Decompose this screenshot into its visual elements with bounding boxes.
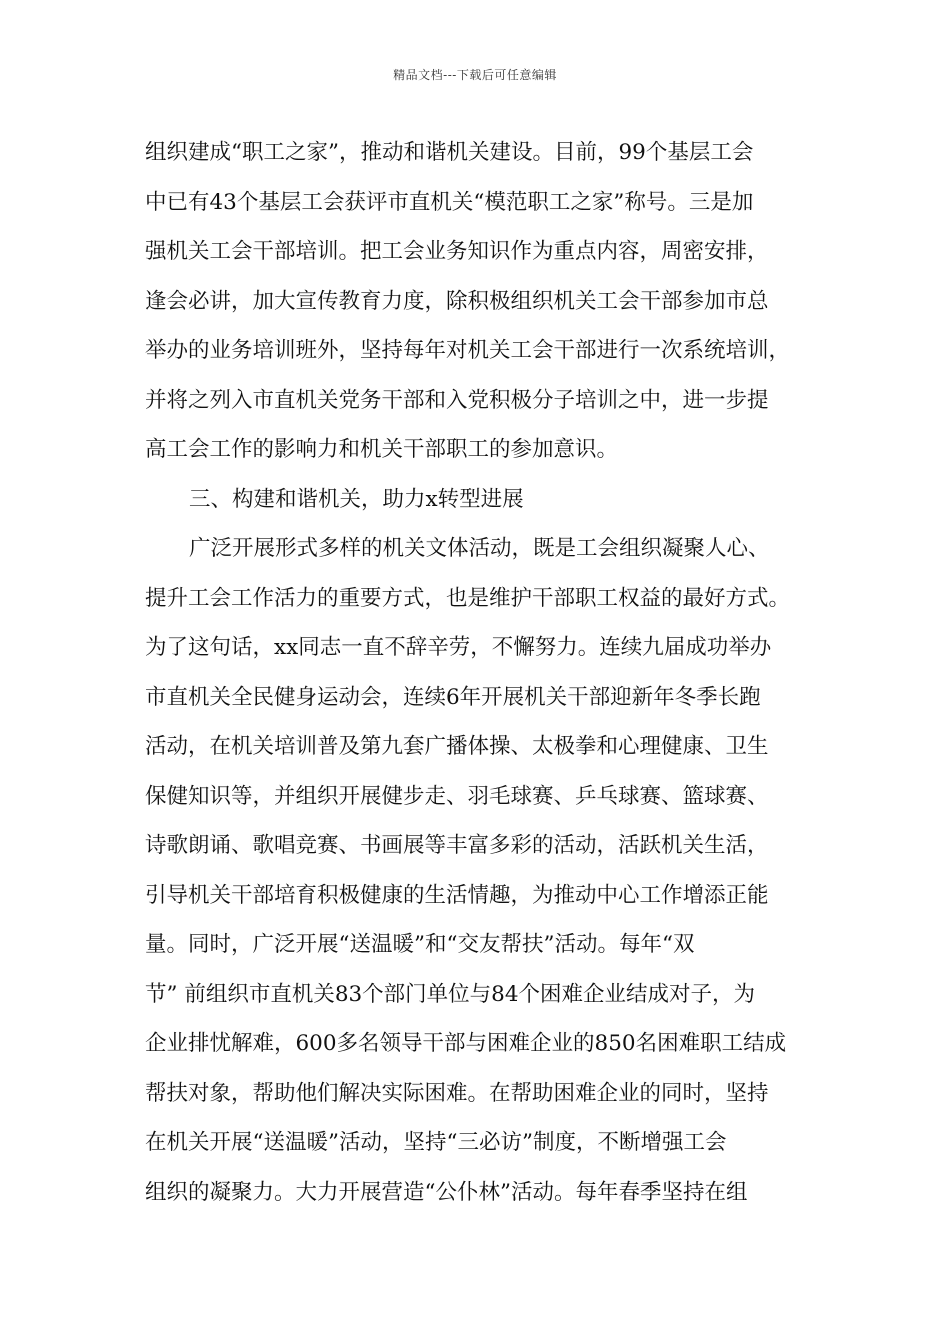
body-text (145, 128, 815, 1217)
text-line: 在机关开展“送温暖”活动，坚持“三必访”制度，不断增强工会 (145, 1130, 727, 1155)
text-line: 量。同时，广泛开展“送温暖”和“交友帮扶”活动。每年“双 (145, 932, 695, 957)
text-line: 强机关工会干部培训。把工会业务知识作为重点内容，周密安排， (145, 239, 769, 264)
text-line: 市直机关全民健身运动会，连续6年开展机关干部迎新年冬季长跑 (145, 684, 761, 710)
text-line: 组织的凝聚力。大力开展营造“公仆林”活动。每年春季坚持在组 (145, 1179, 748, 1205)
text-line: 三、构建和谐机关，助力x转型进展 (189, 486, 524, 512)
text-line: 保健知识等，并组织开展健步走、羽毛球赛、乒乓球赛、篮球赛、 (145, 783, 769, 809)
page-header: 精品文档---下载后可任意编辑 (393, 68, 557, 82)
text-line: 引导机关干部培育积极健康的生活情趣，为推动中心工作增添正能 (145, 882, 769, 908)
text-line: 逢会必讲，加大宣传教育力度，除积极组织机关工会干部参加市总 (145, 288, 769, 314)
text-line: 帮扶对象，帮助他们解决实际困难。在帮助困难企业的同时，坚持 (145, 1080, 769, 1106)
text-line: 活动，在机关培训普及第九套广播体操、太极拳和心理健康、卫生 (145, 734, 769, 759)
text-line: 为了这句话，xx同志一直不辞辛劳，不懈努力。连续九届成功举办 (145, 635, 772, 660)
text-line: 诗歌朗诵、歌唱竞赛、书画展等丰富多彩的活动，活跃机关生活， (145, 833, 769, 858)
text-line: 中已有43个基层工会获评市直机关“模范职工之家”称号。三是加 (145, 189, 754, 215)
text-line: 举办的业务培训班外，坚持每年对机关工会干部进行一次系统培训， (145, 338, 791, 363)
text-line: 广泛开展形式多样的机关文体活动，既是工会组织凝聚人心、 (189, 536, 770, 561)
text-line: 并将之列入市直机关党务干部和入党积极分子培训之中，进一步提 (145, 387, 769, 413)
text-line: 企业排忧解难，600多名领导干部与困难企业的850名困难职工结成 (145, 1031, 787, 1056)
text-line: 提升工会工作活力的重要方式，也是维护干部职工权益的最好方式。 (145, 585, 791, 611)
text-line: 节” 前组织市直机关83个部门单位与84个困难企业结成对子，为 (145, 981, 756, 1007)
text-line: 组织建成“职工之家”，推动和谐机关建设。目前，99个基层工会 (145, 140, 754, 165)
text-line: 高工会工作的影响力和机关干部职工的参加意识。 (145, 437, 619, 462)
